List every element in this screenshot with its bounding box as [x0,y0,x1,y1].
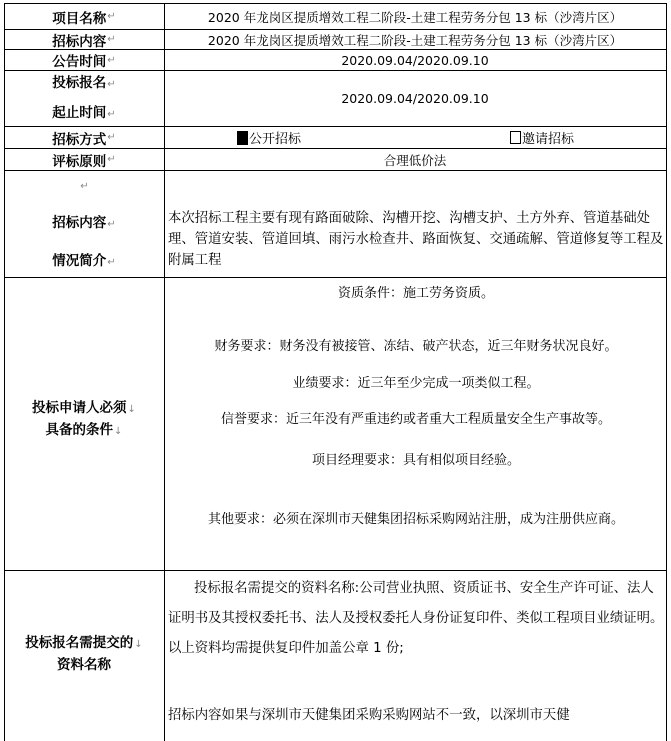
option-invited-bidding: 邀请招标 [510,127,574,148]
registration-period-value: 2020.09.04/2020.09.10 [341,91,489,106]
requirements-label: 投标申请人必须↓ 具备的条件↓ [32,400,136,438]
documents-text-continued: 招标内容如果与深圳市天健集团采购采购网站不一致，以深圳市天健 [168,708,570,723]
req-other: 其他要求：必须在深圳市天健集团招标采购网站注册，成为注册供应商。 [207,512,624,527]
req-performance: 业绩要求：近三年至少完成一项类似工程。 [292,376,540,391]
checked-box-icon [237,131,248,145]
notice-time-label: 公告时间 ↵ [52,54,116,70]
summary-text: 本次招标工程主要有现有路面破除、沟槽开挖、沟槽支护、土方外弃、管道基础处理、管道安装、管道回填、雨污水检查井、路面恢复、交通疏解、管道修复等工程及附属工程 [168,211,664,268]
req-qualification: 资质条件：施工劳务资质。 [337,286,494,301]
evaluation-value: 合理低价法 [383,152,447,168]
unchecked-box-icon [510,131,521,144]
project-name-value: 2020 年龙岗区提质增效工程二阶段-土建工程劳务分包 13 标（沙湾片区） [207,9,623,25]
bid-content-label: 招标内容 ↵ [52,33,116,50]
req-manager: 项目经理要求：具有相似项目经验。 [311,453,520,468]
option-open-bidding: 公开招标 [237,127,301,148]
registration-period-label: 投标报名↵ 起止时间↵ [52,74,116,121]
bid-method-label: 招标方式 ↵ [52,131,116,148]
evaluation-label: 评标原则 ↵ [52,153,116,170]
req-finance: 财务要求：财务没有被接管、冻结、破产状态，近三年财务状况良好。 [214,339,618,354]
documents-text: 投标报名需提交的资料名称:公司营业执照、资质证书、安全生产许可证、法人证明书及其授权委托书、法人及授权委托人身份证复印件、类似工程项目业绩证明。以上资料均需提供复印件加盖公章 1 份; [168,581,664,656]
req-credit: 信誉要求：近三年没有严重违约或者重大工程质量安全生产事故等。 [220,412,611,427]
project-name-label: 项目名称 ↵ [52,10,116,27]
notice-time-value: 2020.09.04/2020.09.10 [341,52,489,68]
bid-content-value: 2020 年龙岗区提质增效工程二阶段-土建工程劳务分包 13 标（沙湾片区） [207,32,623,48]
documents-label: 投标报名需提交的↓ 资料名称 [25,635,143,673]
summary-label: ↵ 招标内容↵ 情况简介↵ [52,181,116,269]
